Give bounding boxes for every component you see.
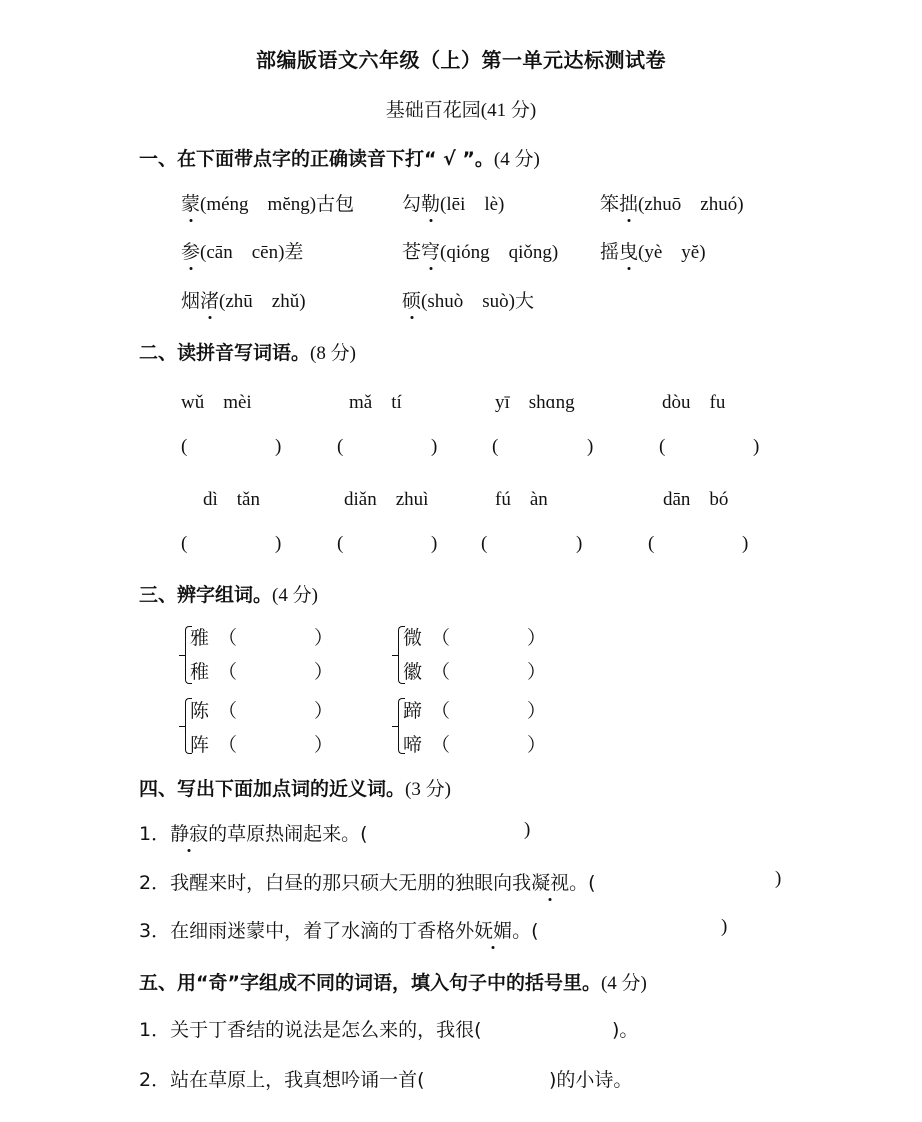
answer-blank-close: )	[275, 436, 282, 457]
answer-blank-open: （	[431, 735, 451, 756]
q5-item: 1．关于丁香结的说法是怎么来的，我很(	[139, 1019, 482, 1041]
char-option: 陈	[190, 700, 210, 722]
q1-item: 蒙(méng mĕng)古包	[181, 189, 354, 216]
section-3-title: 三、辨字组词。	[139, 584, 273, 606]
answer-blank-close: ）	[527, 662, 547, 683]
answer-blank-close: )	[524, 819, 531, 840]
answer-blank-close: ）	[314, 628, 334, 649]
answer-blank-close: ）	[314, 701, 334, 722]
answer-blank-open: （	[431, 701, 451, 722]
q4-item: 3．在细雨迷蒙中，着了水滴的丁香格外妩媚。(	[139, 916, 539, 943]
answer-blank-close: )	[275, 533, 282, 554]
section-5-title: 五、用“奇”字组成不同的词语，填入句子中的括号里。	[139, 972, 601, 994]
q4-item: 1．静寂的草原热闹起来。(	[139, 819, 368, 846]
section-4-score: (3 分)	[405, 779, 451, 800]
answer-blank-close: )	[742, 533, 749, 554]
section-1-title: 一、在下面带点字的正确读音下打“ √ ”。	[139, 148, 494, 170]
pinyin-prompt: diǎn zhuì	[344, 489, 429, 510]
char-option: 雅	[190, 627, 210, 649]
answer-blank-close: ）	[527, 735, 547, 756]
dotted-char: 拙	[619, 189, 638, 216]
dotted-word: 凝视	[531, 868, 569, 895]
answer-blank-close: ）	[527, 628, 547, 649]
pinyin-prompt: dòu fu	[662, 392, 726, 413]
page-title: 部编版语文六年级（上）第一单元达标测试卷	[256, 48, 666, 72]
section-5-score: (4 分)	[600, 973, 647, 994]
answer-blank-open: (	[492, 436, 499, 457]
section-2-title: 二、读拼音写词语。	[139, 342, 311, 364]
dotted-char: 勒	[421, 189, 440, 216]
answer-blank-close: )	[753, 436, 760, 457]
answer-blank-open: （	[218, 701, 238, 722]
char-option: 徽	[403, 661, 423, 683]
answer-blank-close: )	[721, 916, 728, 937]
pinyin-prompt: wǔ mèi	[181, 392, 252, 413]
char-option: 稚	[190, 661, 210, 683]
dotted-char: 硕	[402, 286, 421, 313]
dotted-char: 参	[181, 237, 200, 264]
answer-blank-open: （	[431, 628, 451, 649]
q4-item: 2．我醒来时，白昼的那只硕大无朋的独眼向我凝视。(	[139, 868, 596, 895]
answer-blank-open: (	[181, 533, 188, 554]
q5-item: 2．站在草原上，我真想吟诵一首(	[139, 1069, 425, 1091]
q1-item: 摇曳(yè yĕ)	[600, 237, 706, 264]
section-4-heading	[139, 774, 451, 801]
char-option: 蹄	[403, 700, 423, 722]
q5-item-end: )。	[612, 1019, 639, 1041]
section-1-score: (4 分)	[493, 149, 540, 170]
pinyin-prompt: mǎ tí	[349, 392, 402, 413]
pinyin-prompt: yī shɑng	[495, 392, 575, 413]
q1-item: 烟渚(zhū zhǔ)	[181, 286, 306, 313]
section-3-heading	[139, 580, 318, 607]
pinyin-prompt: dān bó	[663, 489, 729, 510]
dotted-word: 妩媚	[474, 916, 512, 943]
section-1-heading	[139, 144, 540, 171]
answer-blank-open: (	[659, 436, 666, 457]
answer-blank-open: （	[431, 662, 451, 683]
section-2-heading	[139, 338, 356, 365]
char-option: 啼	[403, 734, 423, 756]
answer-blank-close: )	[587, 436, 594, 457]
answer-blank-open: (	[337, 436, 344, 457]
section-4-title: 四、写出下面加点词的近义词。	[139, 778, 406, 800]
dotted-char: 穹	[421, 237, 440, 264]
section-5-heading	[139, 968, 647, 995]
pinyin-prompt: fú àn	[495, 489, 548, 510]
page-subtitle: 基础百花园(41 分)	[385, 100, 537, 121]
answer-blank-close: )	[775, 868, 782, 889]
answer-blank-close: ）	[527, 701, 547, 722]
answer-blank-open: （	[218, 662, 238, 683]
q1-item: 参(cān cēn)差	[181, 237, 303, 264]
q5-item-end: )的小诗。	[549, 1069, 633, 1091]
char-option: 微	[403, 627, 423, 649]
pinyin-prompt: dì tǎn	[203, 489, 260, 510]
q1-item: 勾勒(lēi lè)	[402, 189, 504, 216]
q1-item: 硕(shuò suò)大	[402, 286, 534, 313]
answer-blank-close: )	[576, 533, 583, 554]
answer-blank-close: ）	[314, 735, 334, 756]
dotted-char: 蒙	[181, 189, 200, 216]
answer-blank-close: )	[431, 436, 438, 457]
dotted-char: 曳	[619, 237, 638, 264]
answer-blank-close: ）	[314, 662, 334, 683]
char-option: 阵	[190, 734, 210, 756]
dotted-char: 渚	[200, 286, 219, 313]
answer-blank-open: (	[337, 533, 344, 554]
section-2-score: (8 分)	[310, 343, 356, 364]
q1-item: 苍穹(qióng qiǒng)	[402, 237, 558, 264]
answer-blank-open: (	[181, 436, 188, 457]
dotted-word: 静寂	[170, 819, 208, 846]
q1-item: 笨拙(zhuō zhuó)	[600, 189, 744, 216]
answer-blank-open: （	[218, 735, 238, 756]
answer-blank-open: (	[481, 533, 488, 554]
answer-blank-close: )	[431, 533, 438, 554]
answer-blank-open: (	[648, 533, 655, 554]
section-3-score: (4 分)	[272, 585, 318, 606]
answer-blank-open: （	[218, 628, 238, 649]
